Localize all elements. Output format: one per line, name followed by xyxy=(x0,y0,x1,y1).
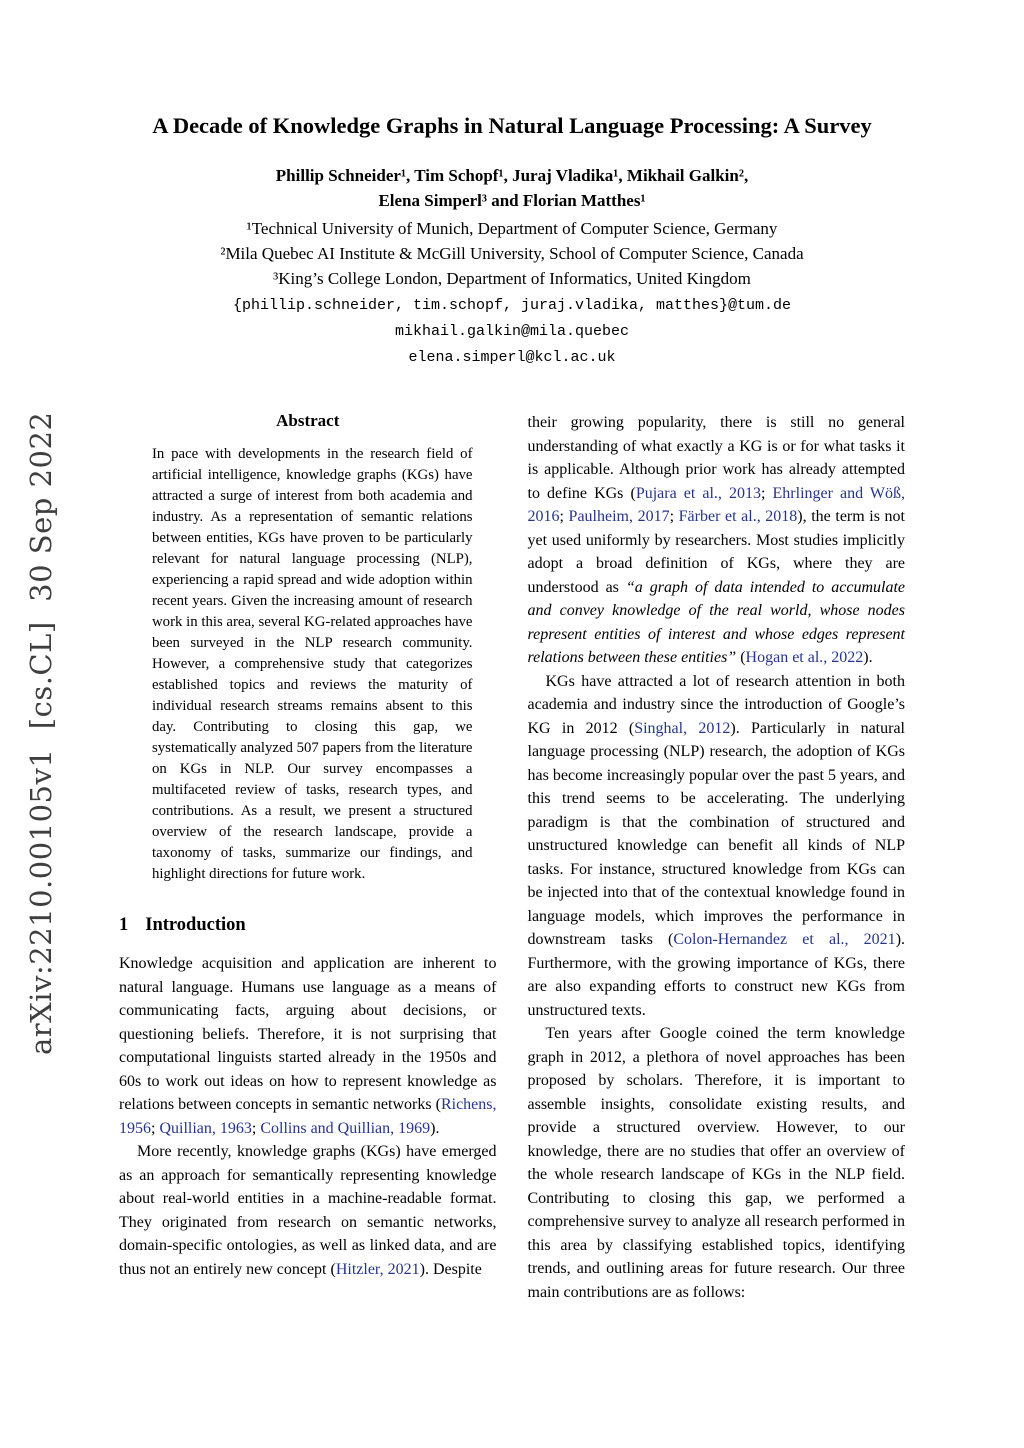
abstract-text: In pace with developments in the research field of artificial intelligence, knowledge graphs (KGs) have attracted a surge of interest from both academia and industry. As a representation of semantic relations between entities, KGs have proven to be particularly relevant for natural language processing (NLP), experiencing a rapid spread and wide adoption within recent years. Given the increasing amount of research work in this area, several KG-related approaches have been surveyed in the NLP research community. However, a comprehensive study that categorizes established topics and reviews the maturity of individual research streams remains absent to this day. Contributing to closing this gap, we systematically analyzed 507 papers from the literature on KGs in NLP. Our survey encompasses a multifaceted review of tasks, research types, and contributions. As a result, we present a structured overview of the research landscape, provide a taxonomy of tasks, summarize our findings, and highlight directions for future work. xyxy=(152,446,473,882)
affiliation-line: ¹Technical University of Munich, Department of Computer Science, Germany xyxy=(246,219,778,238)
citation-link[interactable]: Hogan et al., 2022 xyxy=(745,649,864,666)
citation-link[interactable]: Hitzler, 2021 xyxy=(335,1260,420,1278)
quoted-definition: “a graph of data intended to accumulate and convey knowledge of the real world, whose nodes represent entities of interest and whose edges represent relations between these entities” xyxy=(527,578,905,666)
body-paragraph xyxy=(119,952,497,1140)
body-paragraph xyxy=(119,1140,497,1281)
text-run: ). xyxy=(863,649,873,666)
email-line: elena.simperl@kcl.ac.uk xyxy=(408,349,616,366)
email-block xyxy=(119,293,905,371)
section-heading-introduction xyxy=(119,915,497,936)
text-run: More recently, knowledge graphs (KGs) have emerged as an approach for semantically representing knowledge about real-world entities in a machine-readable format. They originated from research on semantic networks, domain-specific ontologies, as well as linked data, and are thus not an entirely new concept ( xyxy=(119,1143,497,1278)
text-run: ). Despite xyxy=(419,1260,482,1278)
affiliation-line: ³King’s College London, Department of Informatics, United Kingdom xyxy=(273,269,751,288)
citation-link[interactable]: Färber et al., 2018 xyxy=(678,508,798,525)
left-column xyxy=(119,411,497,1304)
body-paragraph xyxy=(528,670,906,1023)
email-line: {phillip.schneider, tim.schopf, juraj.vladika, matthes}@tum.de xyxy=(232,297,792,314)
text-run: KGs have attracted a lot of research attention in both academia and industry since the introduction of Google’s KG in 2012 ( xyxy=(527,672,905,737)
text-run: their growing popularity, there is still no general understanding of what exactly a KG is or for what tasks it is applicable. Although prior work has already attempted to define KGs ( xyxy=(527,414,905,502)
text-run: ). Particularly in natural language processing (NLP) research, the adoption of KGs has become increasingly popular over the past 5 years, and this trend seems to be accelerating. The underlying paradigm is that the combination of structured and unstructured knowledge can benefit all kinds of NLP tasks. For instance, structured knowledge from KGs can be injected into that of the contextual knowledge found in language models, which improves the performance in downstream tasks ( xyxy=(527,719,905,948)
citation-link[interactable]: Ehrlinger and Wöß, 2016 xyxy=(527,484,906,525)
abstract-heading: Abstract xyxy=(276,411,340,430)
affiliation-block xyxy=(119,216,905,291)
section-number: 1 xyxy=(119,915,129,935)
citation-link[interactable]: Colon-Hernandez et al., 2021 xyxy=(673,931,896,948)
body-paragraph xyxy=(528,411,906,670)
text-run: ; xyxy=(669,508,679,525)
text-run: ; xyxy=(251,1119,261,1137)
affiliation-line: ²Mila Quebec AI Institute & McGill University, School of Computer Science, Canada xyxy=(220,244,804,263)
author-line: Elena Simperl³ and Florian Matthes¹ xyxy=(378,191,646,210)
arxiv-watermark: arXiv:2210.00105v1 [cs.CL] 30 Sep 2022 xyxy=(24,411,58,1055)
text-run: Ten years after Google coined the term knowledge graph in 2012, a plethora of novel approaches has been proposed by scholars. Therefore, it is important to assemble insights, consolidate existing results, and provide a structured overview. However, to our knowledge, there are no studies that offer an overview of the whole research landscape of KGs in the NLP field. Contributing to closing this gap, we performed a comprehensive survey to analyze all research performed in this area by classifying established topics, identifying trends, and outlining areas for future research. Our three main contributions are as follows: xyxy=(527,1025,905,1301)
text-run: ( xyxy=(736,649,746,666)
text-run: ). Furthermore, with the growing importance of KGs, there are also expanding efforts to construct new KGs from unstructured texts. xyxy=(527,931,906,1019)
body-paragraph xyxy=(528,1022,906,1304)
citation-link[interactable]: Collins and Quillian, 1969 xyxy=(260,1119,431,1137)
email-line: mikhail.galkin@mila.quebec xyxy=(394,323,630,340)
citation-link[interactable]: Richens, 1956 xyxy=(119,1096,497,1137)
text-run: ). xyxy=(430,1119,440,1137)
section-title: Introduction xyxy=(145,915,246,935)
citation-link[interactable]: Paulheim, 2017 xyxy=(568,508,670,525)
citation-link[interactable]: Quillian, 1963 xyxy=(159,1119,252,1137)
text-run: ; xyxy=(151,1119,160,1137)
text-run: ), the term is not yet used uniformly by researchers. Most studies implicitly adopt a broad definition of KGs, where they are understood as xyxy=(527,508,906,596)
two-column-layout xyxy=(119,411,905,1304)
text-run: ; xyxy=(559,508,569,525)
author-block xyxy=(119,163,905,213)
citation-link[interactable]: Singhal, 2012 xyxy=(634,719,731,737)
right-column xyxy=(528,411,906,1304)
author-line: Phillip Schneider¹, Tim Schopf¹, Juraj Vladika¹, Mikhail Galkin², xyxy=(275,166,749,185)
citation-link[interactable]: Pujara et al., 2013 xyxy=(635,484,761,502)
text-run: ; xyxy=(761,484,773,502)
text-run: Knowledge acquisition and application are inherent to natural language. Humans use language as a means of communicating facts, arguing about decisions, or questioning beliefs. Therefore, it is not surprising that computational linguists started already in the 1950s and 60s to work out ideas on how to represent knowledge as relations between concepts in semantic networks ( xyxy=(119,955,497,1113)
paper-title: A Decade of Knowledge Graphs in Natural Language Processing: A Survey xyxy=(152,113,872,138)
